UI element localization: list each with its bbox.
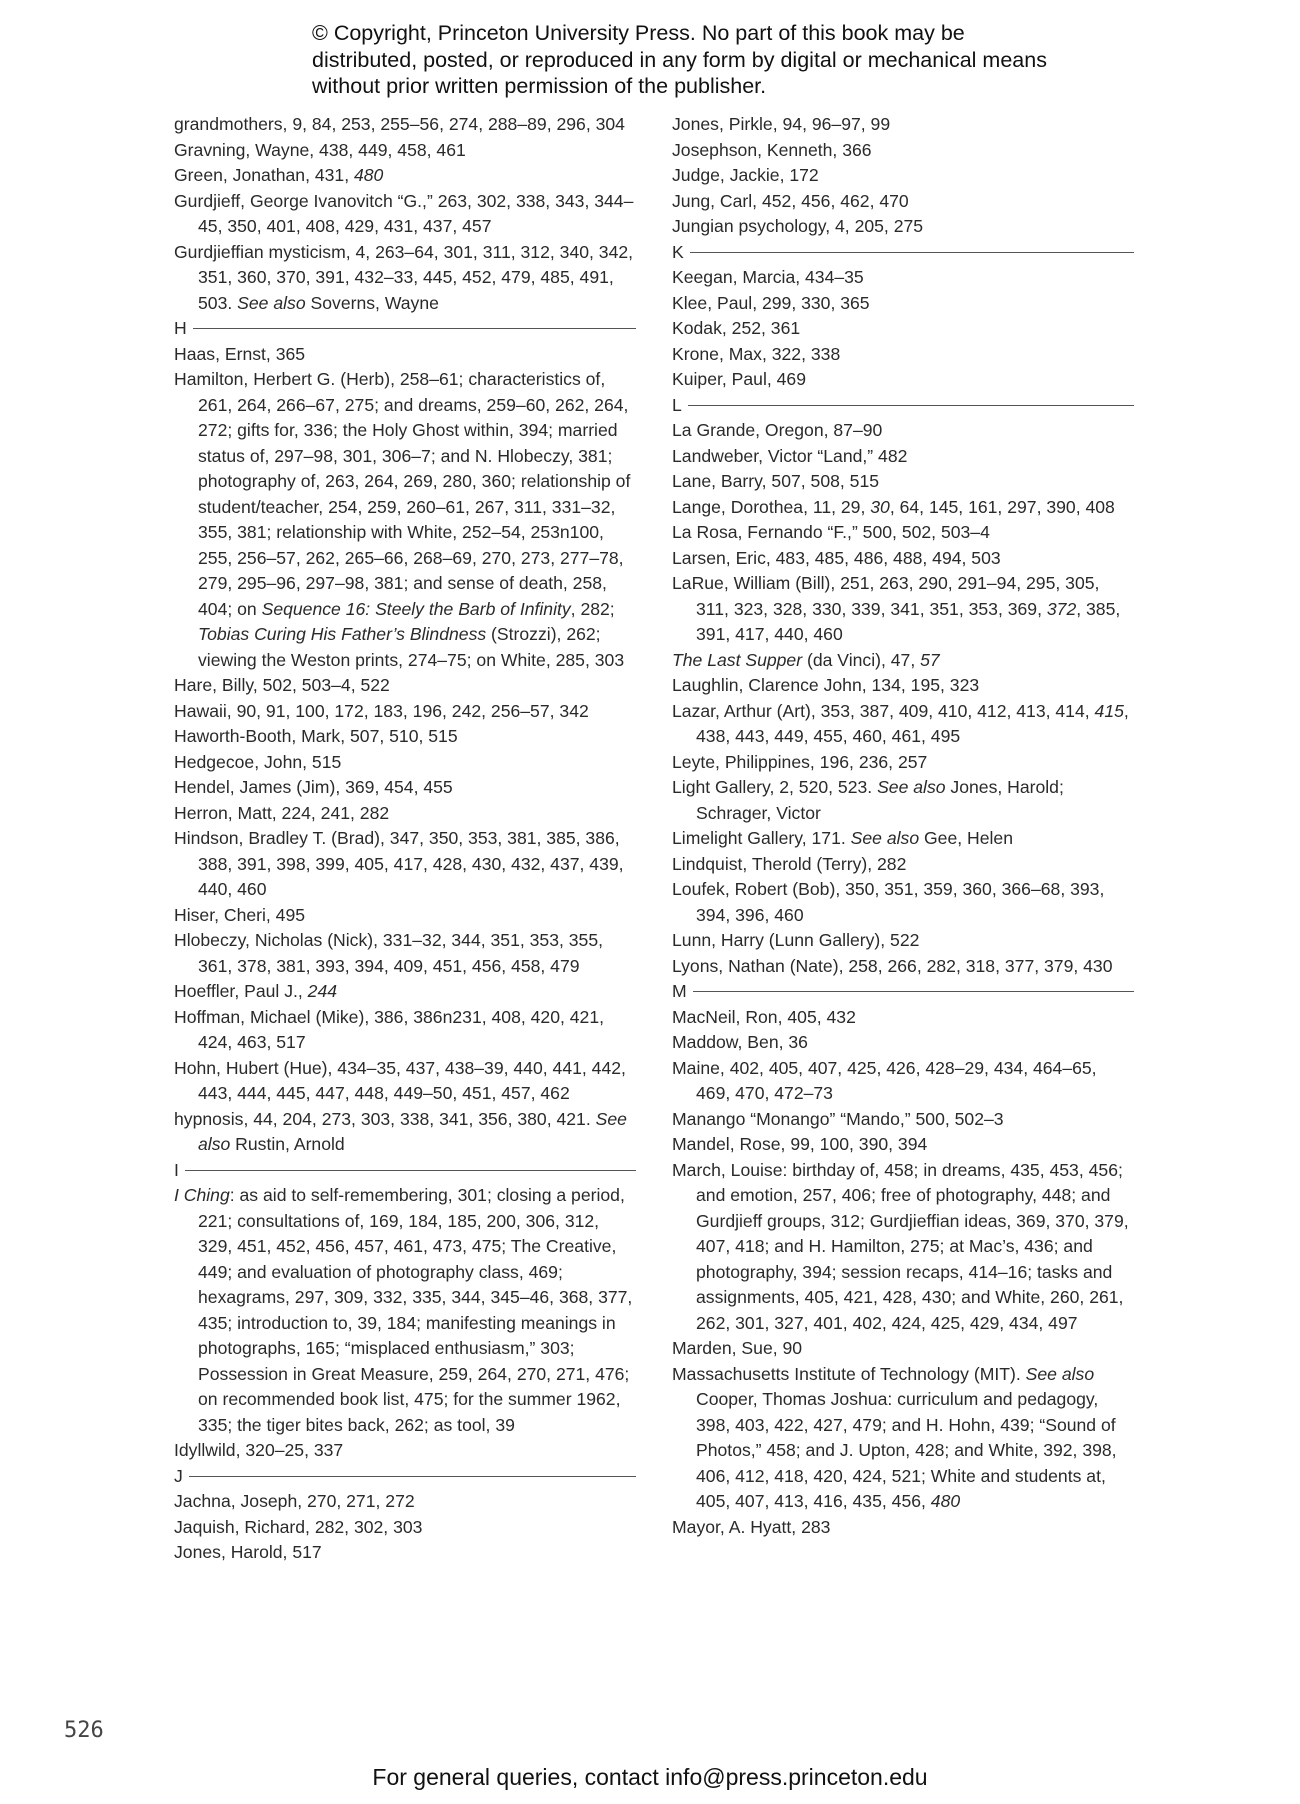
index-entry-text: La Rosa, Fernando “F.,” 500, 502, 503–4 xyxy=(672,522,990,542)
index-entry-text: Limelight Gallery, 171. xyxy=(672,828,851,848)
index-entry-italic-text: 244 xyxy=(307,981,338,1001)
index-entry-text: Massachusetts Institute of Technology (MIT). xyxy=(672,1363,1026,1384)
index-entry xyxy=(672,852,1134,878)
index-entry xyxy=(174,699,636,725)
index-entry xyxy=(672,418,1134,444)
index-entry-text: Mandel, Rose, 99, 100, 390, 394 xyxy=(672,1134,928,1154)
index-entry-italic-text: Sequence 16: Steely the Barb of Infinity xyxy=(261,598,571,619)
section-letter: H xyxy=(174,318,187,338)
index-entry xyxy=(672,928,1134,954)
index-entry-text: Landweber, Victor “Land,” 482 xyxy=(672,445,908,466)
section-letter-heading xyxy=(672,240,1134,266)
index-entry-italic-text: The Last Supper xyxy=(672,649,803,670)
index-entry xyxy=(174,1438,636,1464)
index-entry-italic-text: 372 xyxy=(1046,598,1077,619)
page-number: 526 xyxy=(64,1718,104,1743)
index-entry-text: Klee, Paul, 299, 330, 365 xyxy=(672,292,870,313)
index-entry-text: Jaquish, Richard, 282, 302, 303 xyxy=(174,1516,423,1537)
index-entry xyxy=(672,673,1134,699)
index-entry xyxy=(174,112,636,138)
index-entry-text: Jachna, Joseph, 270, 271, 272 xyxy=(174,1491,415,1511)
index-entry xyxy=(174,1540,636,1566)
section-letter: J xyxy=(174,1465,183,1486)
index-entry xyxy=(174,163,636,189)
section-divider-rule xyxy=(690,252,1134,253)
index-entry-text: Larsen, Eric, 483, 485, 486, 488, 494, 503 xyxy=(672,547,1001,568)
index-entry-text: Hoeffler, Paul J., xyxy=(174,981,308,1001)
index-entry-text: Gee, Helen xyxy=(919,828,1013,848)
index-entry-text: Hedgecoe, John, 515 xyxy=(174,751,342,772)
index-entry xyxy=(672,1056,1134,1107)
index-entry xyxy=(174,826,636,903)
index-entry-text: Gurdjieff, George Ivanovitch “G.,” 263, 302, 338, 343, 344–45, 350, 401, 408, 429, 431, 437, 457 xyxy=(174,190,634,236)
index-entry-text: Hendel, James (Jim), 369, 454, 455 xyxy=(174,777,453,797)
index-entry xyxy=(174,240,636,317)
index-entry xyxy=(672,1030,1134,1056)
index-entry xyxy=(672,1107,1134,1133)
index-entry-text: Idyllwild, 320–25, 337 xyxy=(174,1440,344,1460)
index-entry-italic-text: See also xyxy=(877,777,946,797)
index-entry-italic-text: 480 xyxy=(930,1491,961,1511)
index-entry-text: : as aid to self-remembering, 301; closing a period, 221; consultations of, 169, 184, 185, 200, 306, 312, 329, 451, 452, 456, 457, 461, 473, 475; The Creative, 449; and evaluation of photography class, 469; hexagrams, 297, 309, 332, 335, 344, 345–46, 368, 377, 435; introduction to, 39, 184; manifesting meanings in photographs, 165; “misplaced enthusiasm,” 303; Possession in Great Measure, 259, 264, 270, 271, 476; on recommended book list, 475; for the summer 1962, 335; the tiger bites back, 262; as tool, 39 xyxy=(198,1185,633,1435)
index-entry-text: Marden, Sue, 90 xyxy=(672,1338,803,1358)
index-column-left xyxy=(174,112,636,1566)
index-entry xyxy=(672,189,1134,215)
index-entry-text: Lange, Dorothea, 11, 29, xyxy=(672,496,871,517)
index-entry-text: March, Louise: birthday of, 458; in dreams, 435, 453, 456; and emotion, 257, 406; free of photography, 448; and Gurdjieff groups, 312; Gurdjieffian ideas, 369, 370, 379, 407, 418; and H. Hamilton, 275; at Mac’s, 436; and photography, 394; session recaps, 414–16; tasks and assignments, 405, 421, 428, 430; and White, 260, 261, 262, 301, 327, 401, 402, 424, 425, 429, 434, 497 xyxy=(672,1159,1129,1333)
index-entry xyxy=(672,1132,1134,1158)
index-entry-text: Jungian psychology, 4, 205, 275 xyxy=(672,216,924,236)
index-entry xyxy=(672,1005,1134,1031)
index-entry-text: Herron, Matt, 224, 241, 282 xyxy=(174,802,390,823)
index-entry xyxy=(174,801,636,827)
index-entry-text: Jones, Harold, 517 xyxy=(174,1542,322,1562)
index-entry xyxy=(672,469,1134,495)
index-entry-text: La Grande, Oregon, 87–90 xyxy=(672,420,883,440)
index-entry xyxy=(174,1056,636,1107)
index-entry xyxy=(174,775,636,801)
index-entry xyxy=(672,775,1134,826)
index-entry xyxy=(672,342,1134,368)
index-entry xyxy=(672,648,1134,674)
index-entry-text: , 385, 391, 417, 440, 460 xyxy=(696,598,1121,644)
index-entry-text: Judge, Jackie, 172 xyxy=(672,165,819,185)
index-entry-text: Gurdjieffian mysticism, 4, 263–64, 301, 311, 312, 340, 342, 351, 360, 370, 391, 432–33, 445, 452, 479, 485, 491, 503. xyxy=(174,241,634,313)
index-entry xyxy=(672,571,1134,648)
index-entry xyxy=(672,699,1134,750)
index-entry xyxy=(174,750,636,776)
index-entry-text: Josephson, Kenneth, 366 xyxy=(672,139,872,160)
index-entry xyxy=(672,520,1134,546)
index-entry-text: Keegan, Marcia, 434–35 xyxy=(672,267,864,287)
section-letter-heading xyxy=(174,1464,636,1490)
index-entry xyxy=(174,1515,636,1541)
index-entry-text: Haworth-Booth, Mark, 507, 510, 515 xyxy=(174,726,458,746)
index-entry-text: Hohn, Hubert (Hue), 434–35, 437, 438–39, 440, 441, 442, 443, 444, 445, 447, 448, 449–50, 451, 457, 462 xyxy=(174,1057,626,1103)
index-entry-text: grandmothers, 9, 84, 253, 255–56, 274, 288–89, 296, 304 xyxy=(174,114,625,134)
index-entry-text: Loufek, Robert (Bob), 350, 351, 359, 360, 366–68, 393, 394, 396, 460 xyxy=(672,879,1105,925)
index-entry-text: Mayor, A. Hyatt, 283 xyxy=(672,1516,831,1537)
index-entry-italic-text: 415 xyxy=(1094,700,1124,721)
index-entry-text: Jones, Harold; Schrager, Victor xyxy=(696,777,1064,823)
index-entry-text: Lindquist, Therold (Terry), 282 xyxy=(672,853,907,874)
index-entry-text: Kuiper, Paul, 469 xyxy=(672,369,807,389)
section-letter-heading xyxy=(174,316,636,342)
index-entry-text: MacNeil, Ron, 405, 432 xyxy=(672,1006,856,1027)
index-entry-text: Hlobeczy, Nicholas (Nick), 331–32, 344, 351, 353, 355, 361, 378, 381, 393, 394, 409, 451, 456, 458, 479 xyxy=(174,930,604,976)
index-entry xyxy=(672,826,1134,852)
index-entry-italic-text: 57 xyxy=(920,649,940,670)
index-entry xyxy=(174,1183,636,1438)
index-column-right xyxy=(672,112,1134,1540)
index-entry xyxy=(174,724,636,750)
index-entry xyxy=(672,112,1134,138)
index-entry-italic-text: 30 xyxy=(870,496,890,517)
index-entry-text: Krone, Max, 322, 338 xyxy=(672,343,841,364)
index-entry xyxy=(672,877,1134,928)
index-entry-text: Haas, Ernst, 365 xyxy=(174,343,306,364)
index-entry xyxy=(174,928,636,979)
index-entry xyxy=(672,163,1134,189)
footer-contact: For general queries, contact info@press.princeton.edu xyxy=(372,1764,928,1790)
index-entry xyxy=(672,1158,1134,1337)
index-entry-text: Hoffman, Michael (Mike), 386, 386n231, 408, 420, 421, 424, 463, 517 xyxy=(174,1006,605,1052)
index-entry xyxy=(174,138,636,164)
index-entry xyxy=(672,316,1134,342)
index-entry xyxy=(672,750,1134,776)
section-letter-heading xyxy=(672,393,1134,419)
index-entry-text: Hamilton, Herbert G. (Herb), 258–61; characteristics of, 261, 264, 266–67, 275; and dreams, 259–60, 262, 264, 272; gifts for, 336; the Holy Ghost within, 394; married status of, 297–98, 301, 306–7; and N. Hlobeczy, 381; photography of, 263, 264, 269, 280, 360; relationship of student/teacher, 254, 259, 260–61, 267, 311, 331–32, 355, 381; relationship with White, 252–54, 253n100, 255, 256–57, 262, 265–66, 268–69, 270, 273, 277–78, 279, 295–96, 297–98, 381; and sense of death, 258, 404; on xyxy=(174,369,631,619)
index-entry-italic-text: I Ching xyxy=(174,1185,230,1205)
index-entry-text: Soverns, Wayne xyxy=(305,292,439,313)
index-entry xyxy=(672,1362,1134,1515)
index-entry xyxy=(174,342,636,368)
index-entry-text: Lyons, Nathan (Nate), 258, 266, 282, 318, 377, 379, 430 xyxy=(672,955,1113,976)
index-entry-text: Laughlin, Clarence John, 134, 195, 323 xyxy=(672,675,980,695)
index-entry-text: Kodak, 252, 361 xyxy=(672,318,801,338)
index-entry xyxy=(672,444,1134,470)
index-entry-text: Leyte, Philippines, 196, 236, 257 xyxy=(672,751,928,772)
section-divider-rule xyxy=(688,405,1134,406)
index-entry-text: Hare, Billy, 502, 503–4, 522 xyxy=(174,675,390,695)
index-entry-italic-text: See also xyxy=(237,292,306,313)
index-entry-text: Lane, Barry, 507, 508, 515 xyxy=(672,471,880,491)
index-entry xyxy=(174,189,636,240)
index-entry-text: Hindson, Bradley T. (Brad), 347, 350, 353, 381, 385, 386, 388, 391, 398, 399, 405, 417, 428, 430, 432, 437, 439, 440, 460 xyxy=(174,828,624,899)
index-entry-text: Hawaii, 90, 91, 100, 172, 183, 196, 242, 256–57, 342 xyxy=(174,700,589,721)
index-entry xyxy=(672,291,1134,317)
index-entry xyxy=(174,673,636,699)
section-letter-heading xyxy=(672,979,1134,1005)
index-entry-text: Hiser, Cheri, 495 xyxy=(174,904,306,925)
section-letter: I xyxy=(174,1159,179,1180)
index-entry-italic-text: See also xyxy=(198,1108,627,1154)
index-entry xyxy=(672,138,1134,164)
index-entry xyxy=(672,1336,1134,1362)
index-entry-text: (da Vinci), 47, xyxy=(802,649,921,670)
index-entry-text: Lunn, Harry (Lunn Gallery), 522 xyxy=(672,930,920,950)
index-entry-text: Lazar, Arthur (Art), 353, 387, 409, 410, 412, 413, 414, xyxy=(672,700,1095,721)
section-letter: K xyxy=(672,241,684,262)
index-entry-text: Maine, 402, 405, 407, 425, 426, 428–29, 434, 464–65, 469, 470, 472–73 xyxy=(672,1057,1097,1103)
index-entry xyxy=(672,214,1134,240)
index-entry-text: , 438, 443, 449, 455, 460, 461, 495 xyxy=(696,700,1129,746)
index-entry-text: Green, Jonathan, 431, xyxy=(174,165,354,185)
section-letter: M xyxy=(672,981,687,1001)
index-entry-text: LaRue, William (Bill), 251, 263, 290, 291–94, 295, 305, 311, 323, 328, 330, 339, 341, 351, 353, 369, xyxy=(672,573,1100,619)
index-entry-italic-text: Tobias Curing His Father’s Blindness xyxy=(198,624,487,644)
section-divider-rule xyxy=(189,1476,636,1477)
index-entry xyxy=(672,495,1134,521)
index-entry-text: , 64, 145, 161, 297, 390, 408 xyxy=(889,496,1115,517)
section-divider-rule xyxy=(185,1170,636,1171)
index-entry-text: Gravning, Wayne, 438, 449, 458, 461 xyxy=(174,139,466,160)
index-entry xyxy=(174,367,636,673)
copyright-notice: © Copyright, Princeton University Press. No part of this book may be distributed, posted, or reproduced in any form by digital or mechanical means without prior written permission of the publisher. xyxy=(312,21,1047,98)
index-entry-text: Jones, Pirkle, 94, 96–97, 99 xyxy=(672,114,891,134)
index-entry-text: Cooper, Thomas Joshua: curriculum and pedagogy, 398, 403, 422, 427, 479; and H. Hohn, 439; “Sound of Photos,” 458; and J. Upton, 428; and White, 392, 398, 406, 412, 418, 420, 424, 521; White and students at, 405, 407, 413, 416, 435, 456, xyxy=(696,1389,1117,1511)
index-entry xyxy=(672,265,1134,291)
index-entry xyxy=(174,979,636,1005)
index-entry-italic-text: See also xyxy=(850,828,920,848)
index-entry xyxy=(174,1107,636,1158)
index-entry-text: hypnosis, 44, 204, 273, 303, 338, 341, 356, 380, 421. xyxy=(174,1108,596,1129)
section-letter: L xyxy=(672,394,682,415)
index-entry xyxy=(174,1005,636,1056)
index-entry-text: (Strozzi), 262; viewing the Weston prints, 274–75; on White, 285, 303 xyxy=(198,624,625,670)
index-entry-italic-text: 480 xyxy=(353,165,384,185)
section-divider-rule xyxy=(193,328,636,329)
index-entry xyxy=(672,367,1134,393)
index-entry xyxy=(672,954,1134,980)
section-divider-rule xyxy=(693,991,1134,992)
index-entry xyxy=(672,546,1134,572)
index-entry-text: Rustin, Arnold xyxy=(230,1134,345,1154)
section-letter-heading xyxy=(174,1158,636,1184)
index-entry xyxy=(174,903,636,929)
index-entry-text: Manango “Monango” “Mando,” 500, 502–3 xyxy=(672,1108,1004,1129)
index-entry-text: Light Gallery, 2, 520, 523. xyxy=(672,777,878,797)
index-entry-text: , 282; xyxy=(570,598,615,619)
index-entry-italic-text: See also xyxy=(1025,1363,1095,1384)
index-entry xyxy=(672,1515,1134,1541)
index-entry-text: Maddow, Ben, 36 xyxy=(672,1032,808,1052)
index-entry-text: Jung, Carl, 452, 456, 462, 470 xyxy=(672,190,909,211)
index-entry xyxy=(174,1489,636,1515)
